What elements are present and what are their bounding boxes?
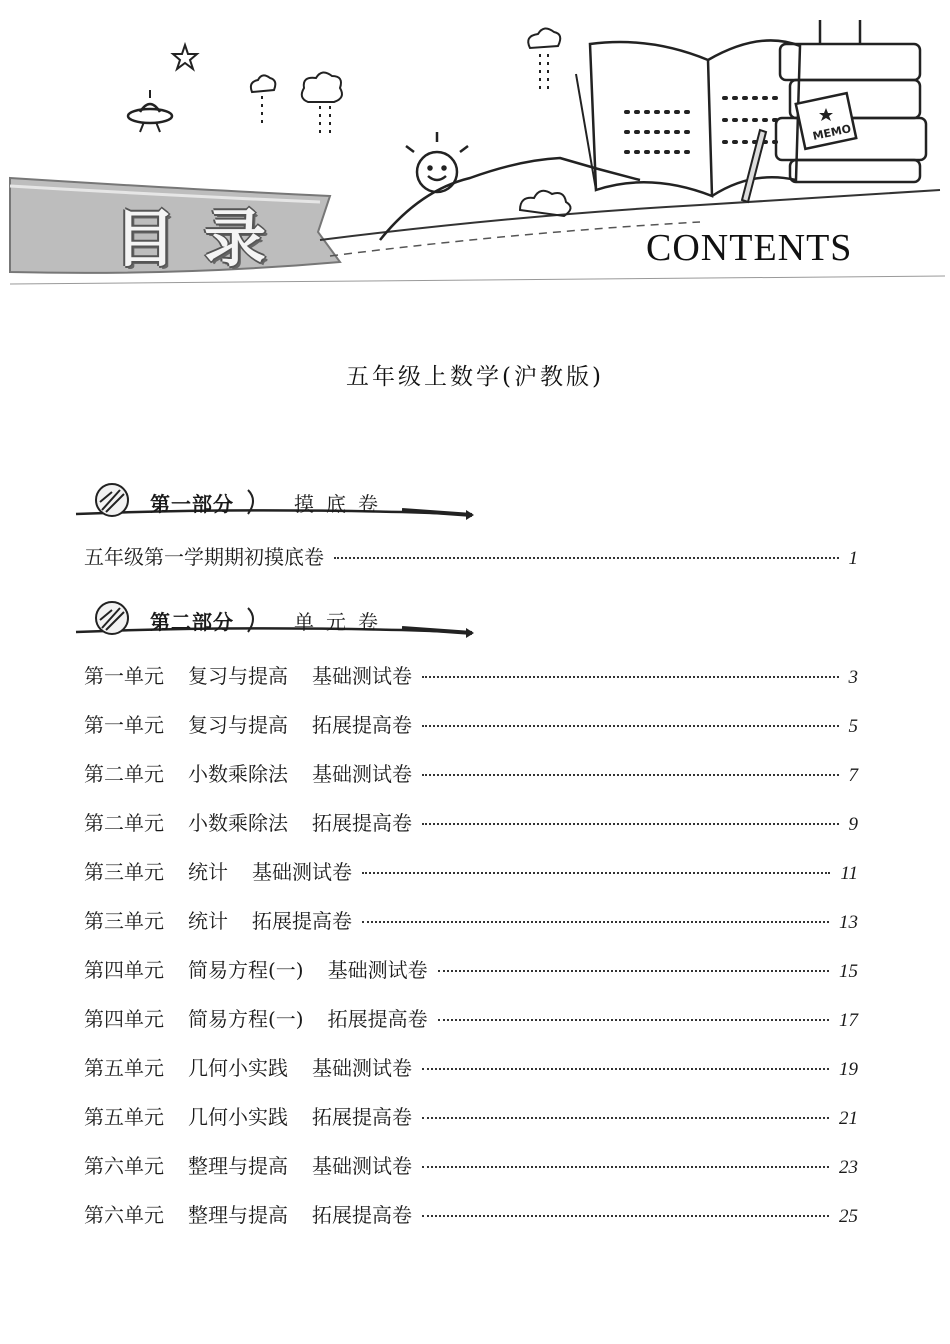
section-banner-graphic [72,482,482,522]
ufo-icon [128,90,172,132]
page-number: 7 [848,765,858,786]
entry-unit: 第二单元 [84,811,164,835]
entry-kind: 拓展提高卷 [312,811,412,835]
dot-leader [438,970,829,972]
entry-topic: 统计 [188,860,228,884]
entry-unit: 第四单元 [84,1007,164,1031]
dot-leader [422,725,839,727]
entry-unit: 第一单元 [84,664,164,688]
dot-leader [422,1117,829,1119]
section-label: 第一部分 [150,492,234,516]
toc-entry[interactable] [84,807,858,837]
entry-kind: 拓展提高卷 [312,1203,412,1227]
page-number: 17 [839,1010,858,1031]
page-number: 1 [848,548,858,569]
book-title: 五年级上数学(沪教版) [346,364,604,390]
entry-unit: 第四单元 [84,958,164,982]
toc-entry[interactable] [84,541,858,571]
entry-kind: 基础测试卷 [312,1154,412,1178]
page-number: 25 [839,1206,858,1227]
dot-leader [438,1019,829,1021]
toc-entry[interactable] [84,709,858,739]
entry-kind: 拓展提高卷 [327,1007,428,1031]
section-header-part1 [72,482,482,522]
dot-leader [422,1068,829,1070]
dot-leader [422,1166,829,1168]
entry-topic: 几何小实践 [188,1105,288,1129]
entry-topic: 几何小实践 [188,1056,288,1080]
entry-kind: 拓展提高卷 [312,713,412,737]
entry-unit: 第五单元 [84,1056,164,1080]
entry-kind: 拓展提高卷 [252,909,352,933]
page-number: 19 [839,1059,858,1080]
dot-leader [422,1215,829,1217]
toc-entry[interactable] [84,856,858,886]
entry-topic: 统计 [188,909,228,933]
toc-entry[interactable] [84,1150,858,1180]
entry-unit: 第三单元 [84,909,164,933]
dot-leader [422,823,839,825]
entry-unit: 第六单元 [84,1203,164,1227]
entry-kind: 基础测试卷 [312,664,412,688]
entry-topic: 简易方程(一) [188,1007,304,1031]
toc-entry[interactable] [84,1052,858,1082]
page-number: 13 [839,912,858,933]
section-banner-graphic [72,600,482,640]
page-number: 9 [848,814,858,835]
dot-leader [334,557,839,559]
sun-icon [406,132,468,192]
entry-topic: 整理与提高 [188,1154,288,1178]
entry-kind: 基础测试卷 [252,860,352,884]
page-number: 3 [848,667,858,688]
contents-heading: CONTENTS [646,227,853,269]
entry-topic: 整理与提高 [188,1203,288,1227]
entry-topic: 小数乘除法 [188,811,288,835]
page-number: 15 [839,961,858,982]
section-header-part2 [72,600,482,640]
cloud-icon [251,28,560,136]
entry-kind: 拓展提高卷 [312,1105,412,1129]
toc-entry[interactable] [84,1003,858,1033]
entry-unit: 第二单元 [84,762,164,786]
page-number: 11 [840,863,858,884]
dot-leader [362,872,830,874]
banner-title: 目录 [113,201,294,275]
section-name: 摸底卷 [294,492,390,516]
dot-leader [422,774,839,776]
entry-topic: 复习与提高 [188,664,288,688]
page-number: 21 [839,1108,858,1129]
toc-entry[interactable] [84,758,858,788]
entry-topic: 小数乘除法 [188,762,288,786]
entry-unit: 第三单元 [84,860,164,884]
toc-entry[interactable] [84,1101,858,1131]
memo-label: MEMO [811,122,853,143]
star-icon [173,45,197,69]
entry-kind: 基础测试卷 [312,1056,412,1080]
toc-entry[interactable] [84,660,858,690]
entry-topic: 简易方程(一) [188,958,304,982]
page-number: 23 [839,1157,858,1178]
memo-card [796,93,856,149]
entry-unit: 第一单元 [84,713,164,737]
toc-entry[interactable] [84,1199,858,1229]
entry-kind: 基础测试卷 [327,958,428,982]
section-name: 单元卷 [294,610,390,634]
entry-kind: 基础测试卷 [312,762,412,786]
section-label: 第二部分 [150,610,234,634]
toc-entry[interactable] [84,905,858,935]
entry-title: 五年级第一学期期初摸底卷 [84,545,324,569]
dot-leader [422,676,839,678]
entry-unit: 第五单元 [84,1105,164,1129]
toc-entry[interactable] [84,954,858,984]
header-illustration [0,0,950,300]
dot-leader [362,921,829,923]
page-number: 5 [848,716,858,737]
entry-unit: 第六单元 [84,1154,164,1178]
entry-topic: 复习与提高 [188,713,288,737]
